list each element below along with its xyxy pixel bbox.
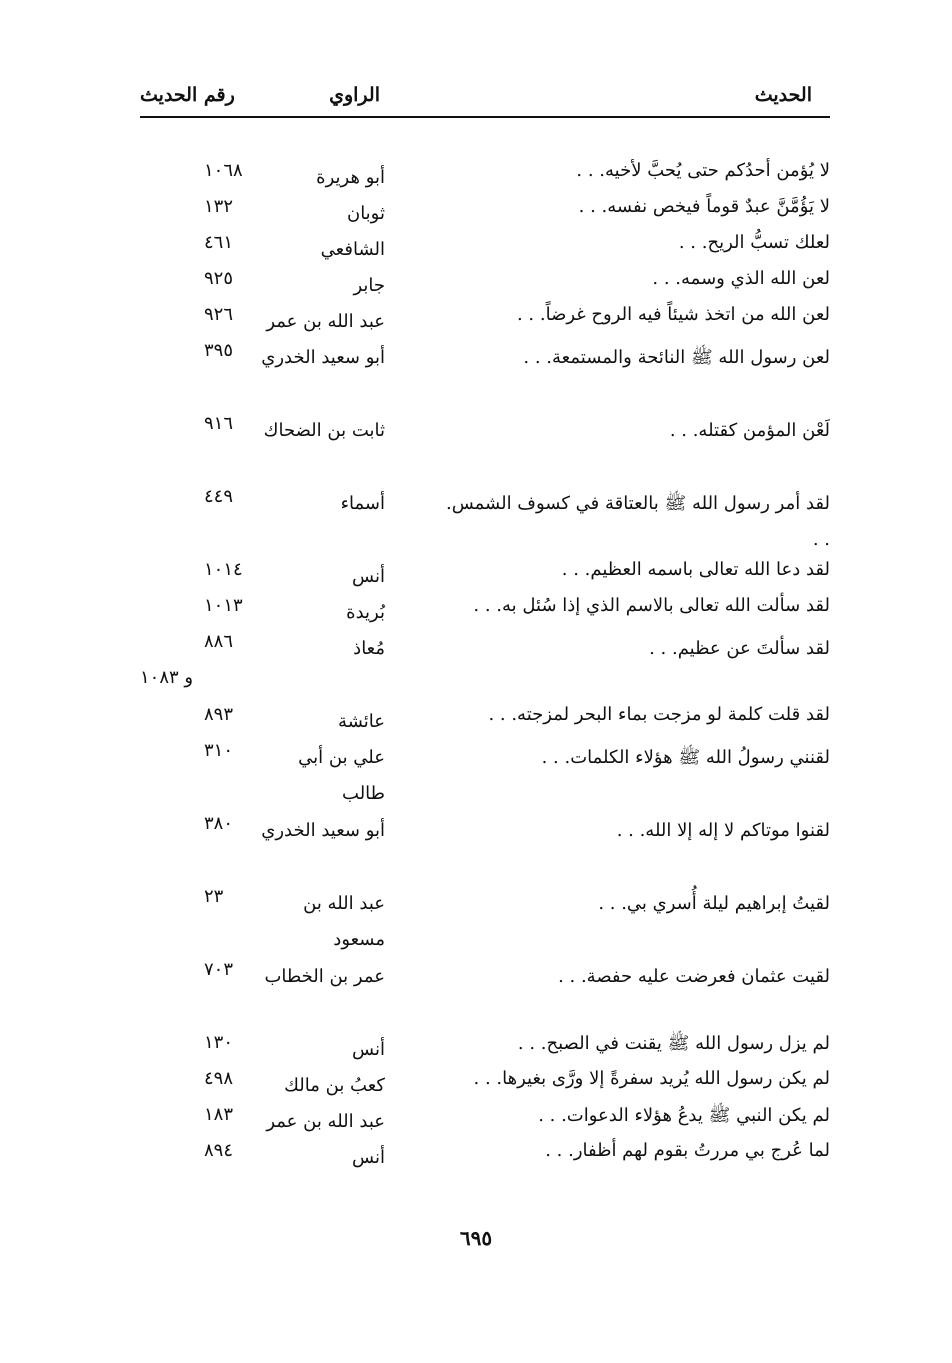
hadith-number: ٣١٠ [204,740,234,761]
hadith-text: لم يزل رسول الله ﷺ يقنت في الصبح. . . [517,1033,830,1054]
table-row [140,886,830,959]
table-row [140,559,830,595]
hadith-text: لم يكن رسول الله يُريد سفرةً إلا ورَّى بغيرها. . . [473,1068,830,1089]
narrator: أنس [352,566,385,587]
hadith-number: ٩٢٥ [204,268,234,289]
table-row [140,704,830,740]
hadith-number: ٩٢٦ [204,304,234,325]
hadith-text: لقيتُ إبراهيم ليلة أُسري بي. . . [598,893,830,914]
hadith-text: لقيت عثمان فعرضت عليه حفصة. . . [558,966,830,987]
hadith-number: ١٠٦٨ [204,160,243,181]
narrator: جابر [353,275,385,296]
narrator: الشافعي [320,239,385,260]
hadith-number: ٧٠٣ [204,959,234,980]
narrator: أبو سعيد الخدري [261,820,385,841]
table-row [140,268,830,304]
index-page [140,82,830,1168]
hadith-number: ٢٣ [204,886,224,907]
narrator: أبو سعيد الخدري [261,347,385,368]
header-hadith: الحديث [754,84,812,106]
hadith-text: لعن رسول الله ﷺ النائحة والمستمعة. . . [523,347,830,368]
hadith-number-extra: و ١٠٨٣ [140,667,194,688]
narrator: عبد الله بن عمر [266,311,385,332]
hadith-text: لقد دعا الله تعالى باسمه العظيم. . . [561,559,830,580]
hadith-text: لعن الله الذي وسمه. . . [652,268,830,289]
table-row [140,340,830,413]
narrator: علي بن أبي طالب [298,747,385,804]
header-rawi: الراوي [329,84,380,106]
hadith-number: ١٠١٤ [204,559,243,580]
narrator: بُريدة [346,602,385,623]
table-row [140,595,830,631]
hadith-number: ١٠١٣ [204,595,243,616]
table-row [140,304,830,340]
narrator: أنس [352,1147,385,1168]
table-row [140,959,830,1032]
narrator: عمر بن الخطاب [264,966,385,987]
hadith-text: لما عُرج بي مررتُ بقوم لهم أظفار. . . [545,1140,830,1161]
page-number: ٦٩٥ [459,1226,493,1250]
hadith-text: لقد سألت الله تعالى بالاسم الذي إذا سُئل به. . . [473,595,830,616]
narrator: أسماء [340,493,385,514]
hadith-text: لقنني رسولُ الله ﷺ هؤلاء الكلمات. . . [541,747,830,768]
table-row [140,813,830,886]
hadith-text: لَعْن المؤمن كقتله. . . [669,420,830,441]
table-row [140,232,830,268]
hadith-number: ٣٩٥ [204,340,234,361]
header-number: رقم الحديث [140,84,235,106]
table-row [140,1068,830,1104]
hadith-text: لقد أمر رسول الله ﷺ بالعتاقة في كسوف الشمس. . . [445,493,830,550]
hadith-text: لقنوا موتاكم لا إله إلا الله. . . [616,820,830,841]
table-row [140,740,830,813]
hadith-number: ١٨٣ [204,1104,234,1125]
narrator: أبو هريرة [316,167,385,188]
narrator: عبد الله بن عمر [266,1111,385,1132]
narrator: عبد الله بن مسعود [303,893,385,950]
hadith-number: ١٣٢ [204,196,234,217]
hadith-number: ٨٨٦ [204,631,234,652]
table-row [140,1140,830,1176]
hadith-text: لا يَؤُمَّنَّ عبدٌ قوماً فيخص نفسه. . . [578,196,830,217]
table-row [140,196,830,232]
narrator: أنس [352,1039,385,1060]
table-row [140,1032,830,1068]
table-row [140,160,830,196]
table-row [140,486,830,559]
hadith-number: ٤٦١ [204,232,234,253]
hadith-text: لقد قلت كلمة لو مزجت بماء البحر لمزجته. . . [488,704,830,725]
hadith-number: ٨٩٣ [204,704,234,725]
narrator: عائشة [338,711,385,732]
hadith-number: ٤٤٩ [204,486,234,507]
hadith-text: لعلك تسبُّ الريح. . . [678,232,830,253]
table-header [140,82,830,118]
hadith-number: ١٣٠ [204,1032,234,1053]
table-row [140,1104,830,1140]
narrator: ثابت بن الضحاك [263,420,385,441]
narrator: مُعاذ [353,638,385,659]
hadith-text: لم يكن النبي ﷺ يدعُ هؤلاء الدعوات. . . [538,1105,830,1126]
narrator: كعبُ بن مالك [284,1075,385,1096]
hadith-number: ٣٨٠ [204,813,234,834]
hadith-text: لعن الله من اتخذ شيئاً فيه الروح غرضاً. . . [516,304,830,325]
hadith-list [140,160,830,1176]
hadith-number: ٤٩٨ [204,1068,234,1089]
table-row [140,631,830,704]
hadith-number: ٩١٦ [204,413,234,434]
hadith-number: ٨٩٤ [204,1140,234,1161]
narrator: ثوبان [346,203,385,224]
hadith-text: لا يُؤمن أحدُكم حتى يُحبَّ لأخيه. . . [576,160,830,181]
table-row [140,413,830,486]
hadith-text: لقد سألتَ عن عظيم. . . [649,638,830,659]
